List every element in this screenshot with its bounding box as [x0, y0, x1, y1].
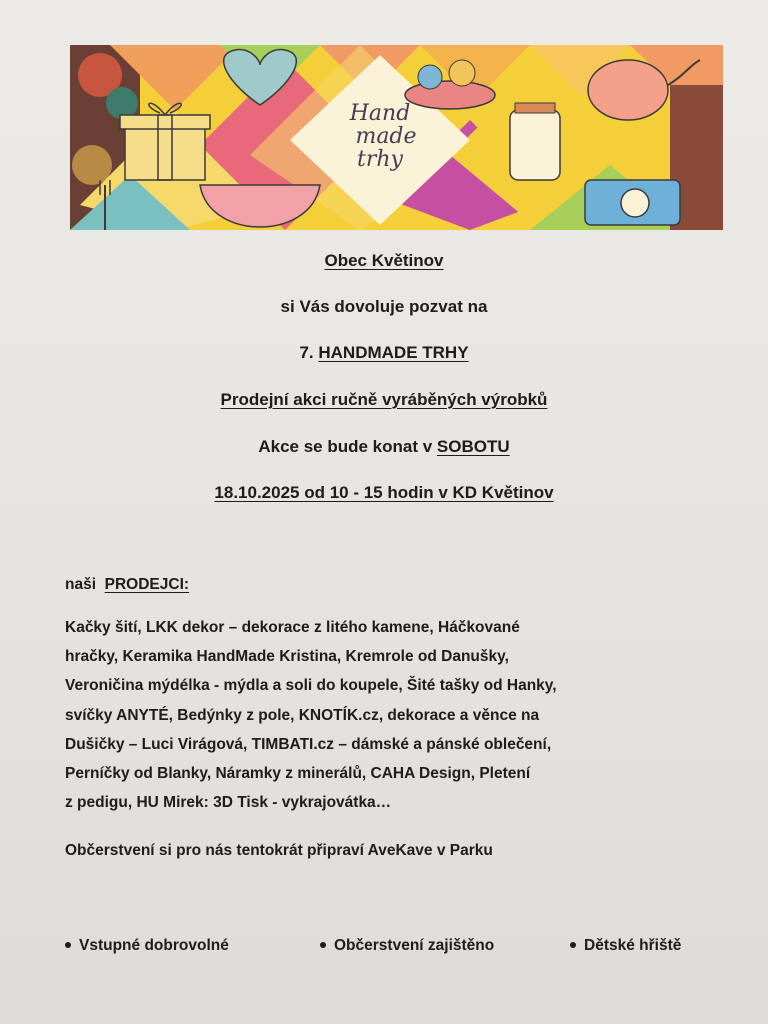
camera-icon [585, 180, 680, 225]
handmade-banner [70, 45, 723, 230]
footer-item-playground [570, 937, 681, 955]
invitation-line: si Vás dovoluje pozvat na [280, 297, 488, 316]
vendors-line: z pedigu, HU Mirek: 3D Tisk - vykrajovátka… [65, 794, 392, 812]
event-title [0, 343, 768, 363]
event-number: 7. [299, 343, 314, 362]
footer-item-label: Vstupné dobrovolné [79, 937, 229, 954]
logo-text-1: Hand [349, 101, 411, 126]
bullet-icon [570, 942, 576, 948]
vendors-label-text: PRODEJCI: [104, 576, 190, 593]
footer-item-refreshment [320, 937, 494, 955]
logo-text-2: made [355, 124, 417, 149]
organizer-heading: Obec Květinov [324, 251, 444, 270]
footer-item-label: Dětské hřiště [584, 937, 682, 954]
footer-item-label: Občerstvení zajištěno [334, 937, 495, 954]
bullet-icon [65, 942, 71, 948]
vendors-line: Dušičky – Luci Virágová, TIMBATI.cz – dámské a pánské oblečení, [65, 735, 552, 753]
footer-item-admission [65, 937, 229, 955]
sewing-jar-icon [510, 103, 560, 180]
vendors-line: svíčky ANYTÉ, Bedýnky z pole, KNOTÍK.cz, dekorace a věnce na [65, 706, 540, 724]
vendors-line: Perníčky od Blanky, Náramky z minerálů, CAHA Design, Pletení [65, 765, 531, 783]
vendors-label-prefix: naši [65, 576, 97, 593]
event-subtitle: Prodejní akci ručně vyráběných výrobků [220, 390, 548, 409]
vendors-label [65, 576, 189, 594]
banner-illustration [70, 45, 723, 230]
vendors-list [65, 613, 705, 817]
vendors-line: Kačky šití, LKK dekor – dekorace z litého kamene, Háčkované [65, 619, 520, 636]
refreshment-note: Občerstvení si pro nás tentokrát připraví AveKave v Parku [65, 842, 493, 859]
event-name: HANDMADE TRHY [318, 343, 469, 362]
when-prefix: Akce se bude konat v [258, 437, 433, 456]
logo-text-3: trhy [357, 147, 403, 172]
when-day: SOBOTU [436, 437, 510, 456]
bullet-icon [320, 942, 326, 948]
vendors-line: hračky, Keramika HandMade Kristina, Kremrole od Danušky, [65, 648, 509, 666]
event-when [0, 437, 768, 457]
event-datetime: 18.10.2025 od 10 - 15 hodin v KD Květinov [214, 483, 554, 502]
vendors-line: Veroničina mýdélka - mýdla a soli do koupele, Šité tašky od Hanky, [65, 677, 557, 695]
gift-box-icon [120, 103, 210, 180]
